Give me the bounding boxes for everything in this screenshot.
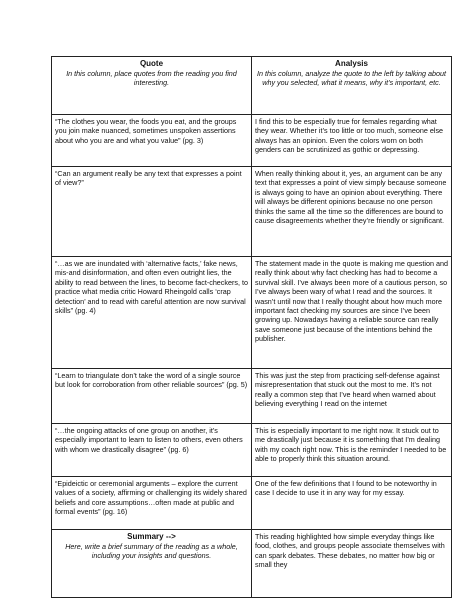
summary-row [52, 530, 452, 598]
analysis-cell [252, 477, 452, 530]
analysis-header-cell [252, 57, 452, 115]
quote-column-instructions: In this column, place quotes from the reading you find interesting. [66, 69, 237, 88]
analysis-cell [252, 369, 452, 424]
header-row [52, 57, 452, 115]
analysis-text: One of the few definitions that I found to be noteworthy in case I decide to use it in any way for my essay. [255, 479, 437, 498]
analysis-column-title: Analysis [335, 59, 368, 68]
quote-text: “…the ongoing attacks of one group on another, it’s especially important to learn to listen to others, even others with whom we drastically disagree” (pg. 6) [55, 426, 243, 454]
table-row [52, 115, 452, 167]
analysis-cell [252, 115, 452, 167]
quote-cell [52, 167, 252, 257]
quote-cell [52, 115, 252, 167]
quote-text: “Learn to triangulate don’t take the word of a single source but look for corroboration from other reliable sources” (pg. 5) [55, 371, 248, 390]
quote-analysis-table [51, 56, 452, 598]
summary-title: Summary --> [127, 532, 176, 541]
quote-header-cell [52, 57, 252, 115]
analysis-text: I find this to be especially true for females regarding what they wear. Whether it’s too little or too much, someone else always has an opinion. Even the colors worn on both genders can be scrutinized as gothic or depressing. [255, 117, 444, 155]
analysis-text: The statement made in the quote is making me question and really think about why fact checking has had to become a survival skill. I’ve always been more of a cautious person, so I’ve always been wary of what I read and the sources. It wasn’t until now that I really thought about how much more important fact checking my sources are since I’ve been growing up. Nowadays having a reliable source can really save someone just because of the intentions behind the publisher. [255, 259, 448, 344]
summary-label-cell [52, 530, 252, 598]
analysis-text: This was just the step from practicing self-defense against misrepresentation that stuck out the most to me. It’s not really a common step that I’ve heard when warned about believing everything I read on the internet [255, 371, 440, 409]
analysis-column-instructions: In this column, analyze the quote to the left by talking about why you selected, what it means, why it’s important, etc. [257, 69, 446, 88]
table-row [52, 167, 452, 257]
quote-text: “Can an argument really be any text that expresses a point of view?” [55, 169, 242, 188]
table-row [52, 424, 452, 477]
quote-text: “The clothes you wear, the foods you eat, and the groups you join make nuanced, sometimes unspoken assertions about who you are and what you value” (pg. 3) [55, 117, 237, 145]
analysis-cell [252, 167, 452, 257]
summary-instructions: Here, write a brief summary of the reading as a whole, including your insights and questions. [65, 542, 238, 561]
quote-cell [52, 424, 252, 477]
quote-text: “Epideictic or ceremonial arguments – explore the current values of a society, affirming or challenging its widely shared beliefs and core assumptions…often made at public and formal events” (pg. 16) [55, 479, 247, 517]
quote-cell [52, 257, 252, 369]
quote-cell [52, 477, 252, 530]
table-row [52, 477, 452, 530]
analysis-cell [252, 424, 452, 477]
quote-column-title: Quote [139, 59, 164, 68]
quote-cell [52, 369, 252, 424]
table-row [52, 257, 452, 369]
summary-text: This reading highlighted how simple everyday things like food, clothes, and groups people associate themselves with can spark debates. These debates, no matter how big or small they [255, 532, 445, 570]
analysis-text: When really thinking about it, yes, an argument can be any text that expresses a point of view simply because someone is always going to have an opinion about everything. There will always be different opinions because no one person thinks the same all the time so the differences are bound to cause disagreements whether they’re friendly or significant. [255, 169, 447, 226]
summary-text-cell [252, 530, 452, 598]
analysis-text: This is especially important to me right now. It stuck out to me drastically just because it is something that I’m dealing with my coach right now. This is the reminder I needed to be able to properly think this situation around. [255, 426, 447, 464]
quote-text: “…as we are inundated with ‘alternative facts,’ fake news, mis-and disinformation, and often even outright lies, the ability to read between the lines, to become fact-checkers, to practice what media critic Howard Rheingold calls ‘crap detection’ and to read with careful attention are now survival skills” (pg. 4) [55, 259, 248, 316]
analysis-cell [252, 257, 452, 369]
table-row [52, 369, 452, 424]
